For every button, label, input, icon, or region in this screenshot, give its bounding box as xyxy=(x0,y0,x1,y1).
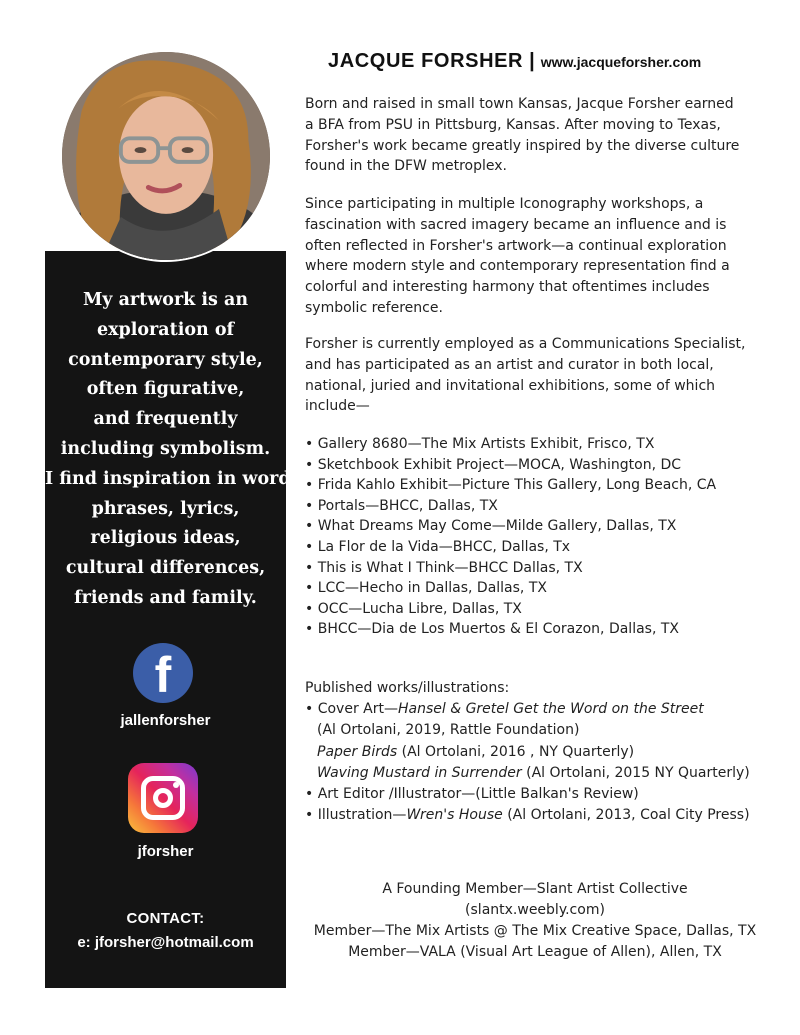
contact-title: CONTACT: xyxy=(126,910,205,927)
bio-line: include— xyxy=(305,398,370,415)
artist-name: JACQUE FORSHER xyxy=(328,50,524,72)
bio-line: and has participated as an artist and curator in both local, xyxy=(305,356,714,373)
bio-line: fascination with sacred imagery became an influence and is xyxy=(305,216,727,233)
list-item xyxy=(305,763,750,784)
bio-paragraph-3 xyxy=(305,334,745,417)
quote-line: religious ideas, xyxy=(90,528,241,549)
bio-paragraph-1 xyxy=(305,94,739,177)
work-detail: (Al Ortolani, 2015 NY Quarterly) xyxy=(521,764,750,781)
work-detail: (Al Ortolani, 2019, Rattle Foundation) xyxy=(317,722,580,739)
membership-link[interactable]: (slantx.weebly.com) xyxy=(465,902,605,918)
item-prefix: • Cover Art— xyxy=(305,701,398,718)
quote-line: including symbolism. xyxy=(60,438,271,459)
list-item: • Art Editor /Illustrator—(Little Balkan's Review) xyxy=(305,786,639,803)
instagram-lens xyxy=(153,788,173,808)
bio-line: Forsher's work became greatly inspired by the diverse culture xyxy=(305,137,740,154)
list-item: • Sketchbook Exhibit Project—MOCA, Washington, DC xyxy=(305,456,682,473)
list-item: • LCC—Hecho in Dallas, Dallas, TX xyxy=(305,580,547,597)
quote-line: exploration of xyxy=(96,319,235,340)
bio-line: colorful and interesting harmony that oftentimes includes xyxy=(305,279,710,296)
facebook-icon[interactable] xyxy=(133,643,193,703)
bio-line: symbolic reference. xyxy=(305,299,443,316)
list-item xyxy=(305,742,750,763)
bio-line: often reflected in Forsher's artwork—a continual exploration xyxy=(305,237,727,254)
quote-line: cultural differences, xyxy=(65,558,266,579)
list-item: • This is What I Think—BHCC Dallas, TX xyxy=(305,559,583,576)
work-title: Waving Mustard in Surrender xyxy=(317,764,522,781)
bio-line: found in the DFW metroplex. xyxy=(305,158,507,175)
list-item xyxy=(305,805,750,826)
bio-line: where modern style and contemporary representation find a xyxy=(305,258,730,275)
list-item: • What Dreams May Come—Milde Gallery, Dallas, TX xyxy=(305,518,677,535)
list-item: • OCC—Lucha Libre, Dallas, TX xyxy=(305,600,522,617)
work-title: Wren's House xyxy=(406,807,503,824)
list-item: • BHCC—Dia de Los Muertos & El Corazon, Dallas, TX xyxy=(305,621,679,638)
facebook-handle[interactable]: jallenforsher xyxy=(120,712,211,729)
list-item: • La Flor de la Vida—BHCC, Dallas, Tx xyxy=(305,538,571,555)
portrait-photo xyxy=(60,50,272,262)
header-separator: | xyxy=(529,50,535,72)
quote-line: and frequently xyxy=(93,409,238,430)
quote-line: often figurative, xyxy=(86,379,245,400)
published-heading: Published works/illustrations: xyxy=(305,680,510,696)
quote-line: friends and family. xyxy=(74,587,257,608)
quote-line: I find inspiration in words, xyxy=(45,468,307,489)
portrait-image xyxy=(62,52,270,260)
list-item: • Portals—BHCC, Dallas, TX xyxy=(305,497,498,514)
list-item xyxy=(305,699,750,720)
instagram-handle[interactable]: jforsher xyxy=(137,843,194,860)
work-title: Paper Birds xyxy=(317,743,398,760)
instagram-icon[interactable] xyxy=(128,763,198,833)
work-detail: (Al Ortolani, 2016 , NY Quarterly) xyxy=(397,743,635,760)
memberships xyxy=(305,879,765,963)
membership-line: A Founding Member—Slant Artist Collective xyxy=(382,881,688,897)
exhibitions-list xyxy=(305,434,716,640)
list-item: • Frida Kahlo Exhibit—Picture This Gallery, Long Beach, CA xyxy=(305,477,717,494)
bio-line: Forsher is currently employed as a Communications Specialist, xyxy=(305,336,746,352)
page-header xyxy=(328,50,701,73)
work-title: Hansel & Gretel Get the Word on the Street xyxy=(397,701,704,718)
item-prefix: • Illustration— xyxy=(305,807,407,824)
list-item: • Gallery 8680—The Mix Artists Exhibit, Frisco, TX xyxy=(305,436,655,452)
bio-line: Since participating in multiple Iconography workshops, a xyxy=(305,196,704,212)
work-detail: (Al Ortolani, 2013, Coal City Press) xyxy=(502,807,750,824)
published-works xyxy=(305,678,750,826)
quote-line: contemporary style, xyxy=(68,349,263,370)
membership-line: Member—VALA (Visual Art League of Allen), Allen, TX xyxy=(348,944,722,960)
quote-line: My artwork is an xyxy=(82,290,249,310)
bio-paragraph-2 xyxy=(305,194,730,319)
instagram-dot xyxy=(173,782,179,788)
facebook-glyph: f xyxy=(154,647,172,703)
membership-line: Member—The Mix Artists @ The Mix Creative Space, Dallas, TX xyxy=(313,923,757,939)
bio-line: a BFA from PSU in Pittsburg, Kansas. After moving to Texas, xyxy=(305,116,721,133)
contact-email[interactable]: e: jforsher@hotmail.com xyxy=(77,934,254,951)
artist-statement xyxy=(45,286,307,614)
bio-line: Born and raised in small town Kansas, Jacque Forsher earned xyxy=(305,96,734,112)
website-link[interactable]: www.jacqueforsher.com xyxy=(540,54,702,70)
bio-line: national, juried and invitational exhibitions, some of which xyxy=(305,377,716,394)
quote-line: phrases, lyrics, xyxy=(91,498,240,519)
